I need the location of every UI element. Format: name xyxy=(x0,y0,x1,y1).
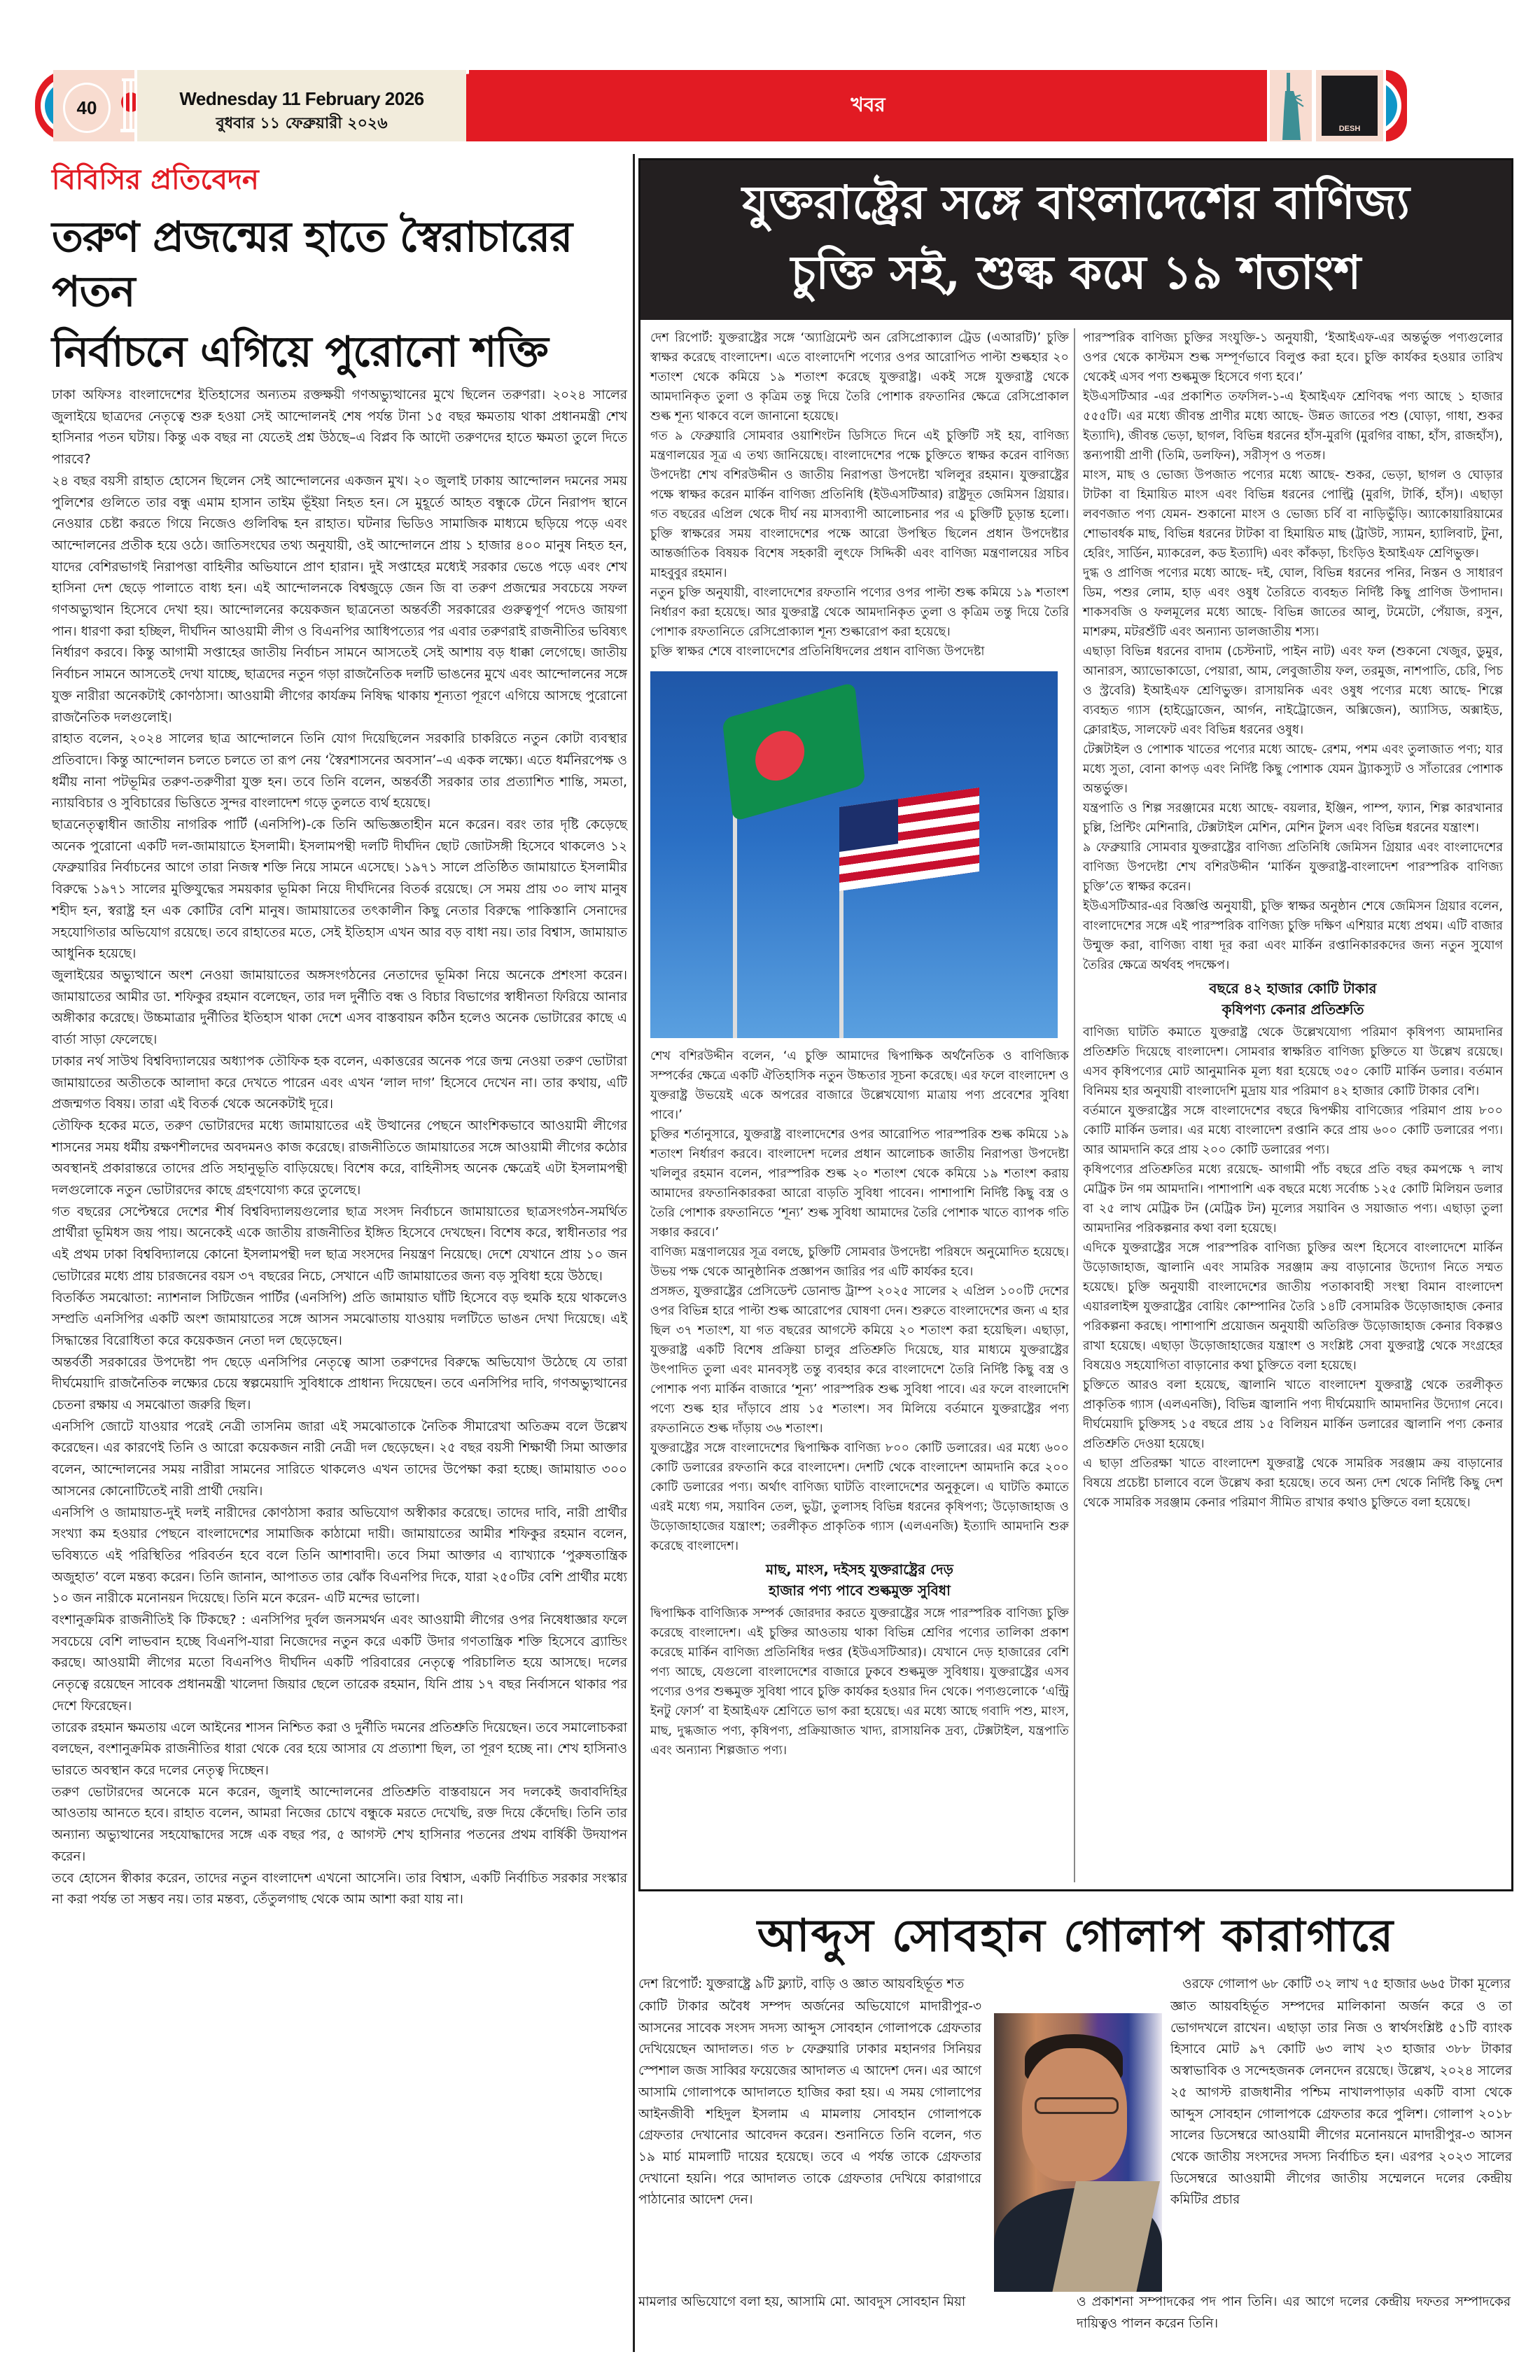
trade-column-b-top xyxy=(1083,328,1503,975)
paragraph: এনসিপি ও জামায়াত-দুই দলই নারীদের কোণঠাসা করার অভিযোগ অস্বীকার করেছে। তাদের দাবি, নারী প্রার্থীর সংখ্যা কম হওয়ার পেছনে বাংলাদেশের সামাজিক কাঠামো দায়ী। জামায়াতের আমীর শফিকুর রহমান বলেন, ভবিষ্যতে এই পরিস্থিতির পরিবর্তন হবে বলে তিনি আশাবাদী। তবে সিমা আক্তার এ ব্যাখ্যাকে ‘পুরুষতান্ত্রিক অজুহাত’ বলে মন্তব্য করেন। তিনি জানান, আপাতত তার ঝোঁক বিএনপির দিকে, যারা ২৫০টির বেশি প্রার্থীর মধ্যে ১০ জন নারীকে মনোনয়ন দিয়েছে। তিনি মনে করেন- এটি মন্দের ভালো। xyxy=(52,1505,627,1606)
tail-left: মামলার অভিযোগে বলা হয়, আসামি মো. আবদুস সোবহান মিয়া xyxy=(638,2295,966,2309)
trade-column-a-bottom xyxy=(650,1046,1069,1556)
date-box xyxy=(137,70,466,141)
paragraph: চুক্তি স্বাক্ষর শেষে বাংলাদেশের প্রতিনিধিদলের প্রধান বাণিজ্য উপদেষ্টা xyxy=(650,645,985,659)
paragraph: জ্ঞাত আয়বহির্ভূত সম্পদের মালিকানা অর্জন করে ও তা ভোগদখলে রাখেন। এছাড়া তার নিজ ও স্বার্থসংশ্লিষ্ট ৫১টি ব্যাংক হিসাবে মোট ৯৭ কোটি ৬৩ লাখ ২৩ হাজার ৩৮৮ টাকার অস্বাভাবিক ও সন্দেহজনক লেনদেন রয়েছে। উল্লেখ, ২০২৪ সালের ২৫ আগস্ট রাজধানীর পশ্চিম নাখালপাড়ার একটি বাসা থেকে আব্দুস সোবহান গোলাপকে গ্রেফতার করে পুলিশ। গোলাপ ২০১৮ সালের ডিসেম্বরে আওয়ামী লীগের মনোনয়নে মাদারীপুর-৩ আসন থেকে জাতীয় সংসদের সদস্য নির্বাচিত হন। এরপর ২০২৩ সালের ডিসেম্বরে আওয়ামী লীগের জাতীয় সম্মেলনে দলের কেন্দ্রীয় কমিটির প্রচার xyxy=(1170,1999,1512,2208)
date-bengali: বুধবার ১১ ফেব্রুয়ারী ২০২৬ xyxy=(216,115,388,132)
paragraph: দুগ্ধ ও প্রাণিজ পণ্যের মধ্যে আছে- দই, ঘোল, বিভিন্ন ধরনের পনির, নিস্তন ও সাধারণ ডিম, পশুর লোম, হাড় এবং ওষুধ তৈরিতে ব্যবহৃত নির্দিষ্ট কিছু প্রাণিজ উপাদান। শাকসবজি ও ফলমূলের মধ্যে আছে- বিভিন্ন জাতের আলু, টমেটো, পেঁয়াজ, রসুন, মাশরুম, মটরশুঁটি এবং অন্যান্য ডালজাতীয় শস্য। xyxy=(1083,566,1503,639)
paragraph: জুলাইয়ের অভ্যুত্থানে অংশ নেওয়া জামায়াতের অঙ্গসংগঠনের নেতাদের ভূমিকা নিয়ে অনেকে প্রশংসা করেন। জামায়াতের আমীর ডা. শফিকুর রহমান বলেছেন, তার দল দুর্নীতি বন্ধ ও বিচার বিভাগের স্বাধীনতা ফিরিয়ে আনার অঙ্গীকার করেছে। উচ্চমাত্রার দুর্নীতির ইতিহাস থাকা দেশে এসব বাস্তবায়ন কঠিন হলেও অনেক ভোটারের কাছে এ বার্তা সাড়া ফেলেছে। xyxy=(52,967,627,1048)
paragraph: দেশ রিপোর্ট: যুক্তরাষ্ট্রের সঙ্গে ‘অ্যাগ্রিমেন্ট অন রেসিপ্রোক্যাল ট্রেড (এআরটি)’ চুক্তি স্বাক্ষর করেছে বাংলাদেশ। এতে বাংলাদেশি পণ্যের ওপর আরোপিত পাল্টা শুল্কহার ২০ শতাংশ থেকে কমিয়ে ১৯ শতাংশ করেছে যুক্তরাষ্ট্র। একই সঙ্গে যুক্তরাষ্ট্র থেকে আমদানিকৃত তুলা ও কৃত্রিম তন্তু দিয়ে তৈরি পোশাক রফতানির ক্ষেত্রে রেসিপ্রোকাল শুল্ক শূন্য থাকবে বলে জানানো হয়েছে। xyxy=(650,331,1069,424)
desh-logo xyxy=(1316,70,1383,141)
trade-headline-line-2: চুক্তি সই, শুল্ক কমে ১৯ শতাংশ xyxy=(790,245,1362,300)
paragraph: গত বছরের সেপ্টেম্বরে দেশের শীর্ষ বিশ্ববিদ্যালয়গুলোর ছাত্র সংসদ নির্বাচনে জামায়াতের ছাত্রসংগঠন-সমর্থিত প্রার্থীরা ভূমিধস জয় পায়। অনেকেই একে জাতীয় রাজনীতির ইঙ্গিত হিসেবে দেখছেন। বিশেষ করে, স্বাধীনতার পর এই প্রথম ঢাকা বিশ্ববিদ্যালয়ে কোনো ইসলামপন্থী দল ছাত্র সংসদের নিয়ন্ত্রণ নিয়েছে। দেশে যেখানে প্রায় ১০ জন ভোটারের মধ্যে প্রায় চারজনের বয়স ৩৭ বছরের নিচে, সেখানে এটি জামায়াতের জন্য বড় সুবিধা হয়ে উঠছে। xyxy=(52,1204,627,1284)
article-body xyxy=(52,385,627,1911)
left-article xyxy=(52,158,627,1911)
paragraph: তবে হোসেন স্বীকার করেন, তাদের নতুন বাংলাদেশ এখনো আসেনি। তার বিশ্বাস, একটি নির্বাচিত সরকার সংস্কার না করা পর্যন্ত তা সম্ভব নয়। তার মন্তব্য, তেঁতুলগাছ থেকে আম আশা করা যায় না। xyxy=(52,1870,627,1907)
paragraph: চুক্তিতে আরও বলা হয়েছে, জ্বালানি খাতে বাংলাদেশ যুক্তরাষ্ট্র থেকে তরলীকৃত প্রাকৃতিক গ্যাস (এলএনজি), বিভিন্ন জ্বালানি পণ্য দীর্ঘমেয়াদি আমদানির উদ্যোগ নেবে। দীর্ঘমেয়াদি চুক্তিসহ ১৫ বছরে প্রায় ১৫ বিলিয়ন মার্কিন ডলারের জ্বালানি পণ্য কেনার প্রতিশ্রুতি দেওয়া হয়েছে। xyxy=(1083,1378,1503,1451)
trade-subhead-1 xyxy=(650,1559,1069,1601)
section-label: খবর xyxy=(469,70,1267,141)
subhead-line: বছরে ৪২ হাজার কোটি টাকার xyxy=(1209,980,1377,997)
page-number-box xyxy=(53,70,134,141)
paragraph: প্রসঙ্গত, যুক্তরাষ্ট্রের প্রেসিডেন্ট ডোনাল্ড ট্রাম্প ২০২৫ সালের ২ এপ্রিল ১০০টি দেশের ওপর বিভিন্ন হারে পাল্টা শুল্ক আরোপের ঘোষণা দেন। শুরুতে বাংলাদেশের জন্য এ হার ছিল ৩৭ শতাংশ, যা গত বছরের আগস্টে কমিয়ে ২০ শতাংশ করা হয়েছিল। এছাড়া, যুক্তরাষ্ট্র একটি বিশেষ প্রক্রিয়া চালুর প্রতিশ্রুতি দিয়েছে, যার মাধ্যমে যুক্তরাষ্ট্রের উৎপাদিত তুলা এবং মানবসৃষ্ট তন্তু ব্যবহার করে বাংলাদেশে তৈরি নির্দিষ্ট কিছু বস্ত্র ও পোশাক পণ্য মার্কিন বাজারে ‘শূন্য’ পারস্পরিক শুল্ক সুবিধা পাবে। এর ফলে বাংলাদেশি পণ্যে শুল্ক হার দাঁড়াবে প্রায় ১৫ শতাংশ। সব মিলিয়ে বর্তমানে যুক্তরাষ্ট্রের পণ্য রফতানিতে শুল্ক দাঁড়ায় ৩৬ শতাংশ। xyxy=(650,1284,1069,1436)
date-english: Wednesday 11 February 2026 xyxy=(179,88,424,109)
paragraph: ঢাকার নর্থ সাউথ বিশ্ববিদ্যালয়ের অধ্যাপক তৌফিক হক বলেন, একাত্তরের অনেক পরে জন্ম নেওয়া তরুণ ভোটারা জামায়াতের অতীতকে আলাদা করে দেখতে পারেন এবং এখন ‘লাল দাগ’ হিসেবে দেখেন না। তার কথায়, এটি প্রজন্মগত বিষয়। তারা এই বিতর্ক থেকে অনেকটাই দূরে। xyxy=(52,1054,627,1112)
paragraph: ঢাকা অফিসঃ বাংলাদেশের ইতিহাসের অন্যতম রক্তক্ষয়ী গণঅভ্যুত্থানের মুখে ছিলেন তরুণরা। ২০২৪ সালের জুলাইয়ে ছাত্রদের নেতৃত্বে শুরু হওয়া সেই আন্দোলনই শেষ পর্যন্ত টানা ১৫ বছর ক্ষমতায় থাকা প্রধানমন্ত্রী শেখ হাসিনার পতন ঘটায়। কিন্তু এক বছর না যেতেই প্রশ্ন উঠছে–এ বিপ্লব কি আদৌ তরুণদের হাতে ক্ষমতা তুলে দিতে পারবে? xyxy=(52,388,627,468)
lead-right: ওরফে গোলাপ ৬৮ কোটি ৩২ লাখ ৭৫ হাজার ৬৬৫ টাকা মূল্যের xyxy=(1182,1977,1511,1991)
golap-lead-line xyxy=(638,1974,1511,1995)
paragraph: তারেক রহমান ক্ষমতায় এলে আইনের শাসন নিশ্চিত করা ও দুর্নীতি দমনের প্রতিশ্রুতি দিয়েছেন। তবে সমালোচকরা বলছেন, বংশানুক্রমিক রাজনীতির ধারা থেকে বের হয়ে আসার যে প্রত্যাশা ছিল, তা পূরণ হচ্ছে না। শেখ হাসিনাও ভারতে অবস্থান করে দলের নেতৃত্ব দিচ্ছেন। xyxy=(52,1720,627,1778)
trade-column-b xyxy=(1083,328,1503,1513)
paragraph: ইউএসটিআর -এর প্রকাশিত তফসিল-১-এ ইআইএফ শ্রেণিবদ্ধ পণ্য আছে ১ হাজার ৫৫৫টি। এর মধ্যে জীবন্ত প্রাণীর মধ্যে আছে- উন্নত জাতের পশু (ঘোড়া, গাধা, শুকর ইত্যাদি), জীবন্ত ভেড়া, ছাগল, বিভিন্ন ধরনের হাঁস-মুরগি (মুরগির বাচ্চা, হাঁস, রাজহাঁস), স্তন্যপায়ী প্রাণী (তিমি, ডলফিন), সরীসৃপ ও পতঙ্গ। xyxy=(1083,390,1503,463)
flags-photo xyxy=(650,671,1058,1038)
trade-headline xyxy=(640,160,1511,320)
article-headline-line-2: নির্বাচনে এগিয়ে পুরোনো শক্তি xyxy=(52,328,548,377)
paragraph: এ ছাড়া প্রতিরক্ষা খাতে বাংলাদেশ যুক্তরাষ্ট্র থেকে সামরিক সরঞ্জাম ক্রয় বাড়ানোর বিষয়ে প্রচেষ্টা চালাবে বলে উল্লেখ করা হয়েছে। তবে অন্য দেশ থেকে নির্দিষ্ট কিছু দেশ থেকে সামরিক সরঞ্জাম কেনার পরিমাণ সীমিত রাখার কথাও চুক্তিতে বলা হয়েছে। xyxy=(1083,1457,1503,1510)
trade-headline-line-1: যুক্তরাষ্ট্রের সঙ্গে বাংলাদেশের বাণিজ্য xyxy=(742,175,1410,230)
paragraph: মাংস, মাছ ও ভোজ্য উপজাত পণ্যের মধ্যে আছে- শুকর, ভেড়া, ছাগল ও ঘোড়ার টাটকা বা হিমায়িত মাংস এবং বিভিন্ন ধরনের পোল্ট্রি (মুরগি, টার্কি, হাঁস)। এছাড়া লবণজাত পণ্য যেমন- শুকানো মাংস ও ভোজ্য চর্বি বা নাড়িভুঁড়ি। অ্যাকোয়ারিয়ামের শোভাবর্ধক মাছ, বিভিন্ন ধরনের টাটকা বা হিমায়িত মাছ (ট্রাউট, স্যামন, হ্যালিবাট, টুনা, হেরিং, সার্ডিন, ম্যাকরেল, কড ইত্যাদি) এবং কাঁকড়া, চিংড়িও ইআইএফ শ্রেণিভুক্ত। xyxy=(1083,468,1503,561)
paragraph: এছাড়া বিভিন্ন ধরনের বাদাম (চেস্টনাট, পাইন নাট) এবং ফল (শুকনো খেজুর, ডুমুর, আনারস, অ্যাভোকাডো, পেয়ারা, আম, লেবুজাতীয় ফল, তরমুজ, নাশপাতি, চেরি, পিচ ও স্ট্রবেরি) ইআইএফ শ্রেণিভুক্ত। রাসায়নিক এবং ওষুধ পণ্যের মধ্যে আছে- শিল্পে ব্যবহৃত গ্যাস (হাইড্রোজেন, আর্গন, নাইট্রোজেন, অক্সিজেন), অ্যাসিড, অক্সাইড, ক্লোরাইড, সালফেট এবং বিভিন্ন ধরনের ওষুধ। xyxy=(1083,645,1503,737)
article-kicker: বিবিসির প্রতিবেদন xyxy=(52,163,259,196)
flag-pole xyxy=(839,870,844,1038)
trade-column-b-end xyxy=(1083,1023,1503,1513)
flag-pole xyxy=(733,786,737,1038)
paragraph: গত ৯ ফেব্রুয়ারি সোমবার ওয়াশিংটন ডিসিতে দিনে এই চুক্তিটি সই হয়, বাণিজ্য মন্ত্রণালয়ের সূত্র এ তথ্য জানিয়েছে। বাংলাদেশের পক্ষে চুক্তিতে স্বাক্ষর করেন বাণিজ্য উপদেষ্টা শেখ বশিরউদ্দীন ও জাতীয় নিরাপত্তা উপদেষ্টা খলিলুর রহমান। যুক্তরাষ্ট্রের পক্ষে স্বাক্ষর করেন মার্কিন বাণিজ্য প্রতিনিধি (ইউএসটিআর) রাষ্ট্রদূত জেমিসন গ্রিয়ার। গত বছরের এপ্রিল থেকে দীর্ঘ নয় মাসব্যাপী আলোচনার পর এ চুক্তিটি চূড়ান্ত হলো। চুক্তি স্বাক্ষরের সময় বাংলাদেশের পক্ষে আরো উপস্থিত ছিলেন প্রধান উপদেষ্টার আন্তর্জাতিক বিষয়ক বিশেষ সহকারী লুৎফে সিদ্দিকী এবং বাণিজ্য মন্ত্রণালয়ের সচিব মাহবুবুর রহমান। xyxy=(650,429,1069,580)
paragraph: বংশানুক্রমিক রাজনীতিই কি টিকছে? : এনসিপির দুর্বল জনসমর্থন এবং আওয়ামী লীগের ওপর নিষেধাজ্ঞার ফলে সবচেয়ে বেশি লাভবান হচ্ছে বিএনপি-যারা নিজেদের নতুন করে একটি উদার গণতান্ত্রিক শক্তি হিসেবে ব্র্যান্ডিং করছে। আওয়ামী লীগের মতো বিএনপিও দীর্ঘদিন একটি পরিবারের নেতৃত্বে পরিচালিত হয়ে আসছে। দলের নেতৃত্বে রয়েছেন সাবেক প্রধানমন্ত্রী খালেদা জিয়ার ছেলে তারেক রহমান, যিনি প্রায় ১৭ বছর নির্বাসনে থাকার পর দেশে ফিরেছেন। xyxy=(52,1613,627,1714)
paragraph: রাহাত বলেন, ২০২৪ সালের ছাত্র আন্দোলনে তিনি যোগ দিয়েছিলেন সরকারি চাকরিতে নতুন কোটা ব্যবস্থার প্রতিবাদে। কিন্তু আন্দোলন চলতে চলতে তা রূপ নেয় ‘স্বৈরশাসনের অবসান’–এ একক লক্ষ্যে। এতে ধর্মনিরপেক্ষ ও ধর্মীয় নানা পটভূমির তরুণ-তরুণীরা যুক্ত হন। তবে তিনি বলেন, অন্তর্বর্তী সরকার তার প্রত্যাশিত শান্তি, সমতা, ন্যায়বিচার ও সুবিচারের ভিত্তিতে সুন্দর বাংলাদেশ গড়ে তুলতে ব্যর্থ হয়েছে। xyxy=(52,732,627,811)
paragraph: যন্ত্রপাতি ও শিল্প সরঞ্জামের মধ্যে আছে- বয়লার, ইঞ্জিন, পাম্প, ফ্যান, শিল্প কারখানার চুল্লি, প্রিন্টিং মেশিনারি, টেক্সটাইল মেশিন, মেশিন টুলস এবং বিভিন্ন ধরনের যন্ত্রাংশ। xyxy=(1083,802,1503,835)
paragraph: এদিকে যুক্তরাষ্ট্রের সঙ্গে পারস্পরিক বাণিজ্য চুক্তির অংশ হিসেবে বাংলাদেশে মার্কিন উড়োজাহাজ, জ্বালানি এবং সামরিক সরঞ্জাম ক্রয় বাড়ানোর উদ্যোগ নিতে সম্মত হয়েছে। চুক্তি অনুযায়ী বাংলাদেশের জাতীয় পতাকাবাহী সংস্থা বিমান বাংলাদেশ এয়ারলাইন্স যুক্তরাষ্ট্রের বোয়িং কোম্পানির তৈরি ১৪টি বেসামরিক উড়োজাহাজ কেনার পরিকল্পনা করছে। পাশাপাশি প্রয়োজন অনুযায়ী অতিরিক্ত উড়োজাহাজ কেনার বিকল্পও রাখা হয়েছে। এছাড়া উড়োজাহাজের যন্ত্রাংশ ও সংশ্লিষ্ট সেবা যুক্তরাষ্ট্র থেকে সংগ্রহের বিষয়েও সহযোগিতা বাড়ানোর কথা চুক্তিতে বলা হয়েছে। xyxy=(1083,1241,1503,1373)
paragraph: তরুণ ভোটারদের অনেকে মনে করেন, জুলাই আন্দোলনের প্রতিশ্রুতি বাস্তবায়নে সব দলকেই জবাবদিহির আওতায় আনতে হবে। রাহাত বলেন, আমরা নিজের চোখে বন্ধুকে মরতে দেখেছি, রক্ত দিয়ে কেঁদেছি। তিনি তার অন্যান্য অভ্যুত্থানের সহযোদ্ধাদের সঙ্গে এক বছর পর, ৫ আগস্ট শেখ হাসিনার পতনের প্রথম বার্ষিকী উদযাপন করেন। xyxy=(52,1784,627,1864)
lead-left: দেশ রিপোর্ট: যুক্তরাষ্ট্রে ৯টি ফ্ল্যাট, বাড়ি ও জ্ঞাত আয়বহির্ভূত শত xyxy=(638,1977,965,1991)
trade-column-a-end xyxy=(650,1604,1069,1760)
paragraph: কৃষিপণ্যের প্রতিশ্রুতির মধ্যে রয়েছে- আগামী পাঁচ বছরে প্রতি বছর কমপক্ষে ৭ লাখ মেট্রিক টন গম আমদানি। পাশাপাশি এক বছরে মধ্যে সর্বোচ্চ ১২৫ কোটি মিলিয়ন ডলার বা ২৫ লাখ মেট্রিক টন (মেট্রিক টন) মূল্যের সয়াবিন ও সয়াজাত পণ্য। এছাড়া তুলা আমদানির পরিকল্পনার কথা বলা হয়েছে। xyxy=(1083,1163,1503,1236)
page-header xyxy=(35,70,1533,141)
paragraph: ৯ ফেব্রুয়ারি সোমবার যুক্তরাষ্ট্রের বাণিজ্য প্রতিনিধি জেমিসন গ্রিয়ার এবং বাংলাদেশের বাণিজ্য উপদেষ্টা শেখ বশিরউদ্দীন ‘মার্কিন যুক্তরাষ্ট্র-বাংলাদেশ পারস্পরিক বাণিজ্য চুক্তি’তে স্বাক্ষর করেন। xyxy=(1083,841,1503,894)
golap-article xyxy=(638,1898,1513,2331)
paragraph: শেখ বশিরউদ্দীন বলেন, ‘এ চুক্তি আমাদের দ্বিপাক্ষিক অর্থনৈতিক ও বাণিজ্যিক সম্পর্কের ক্ষেত্রে একটি ঐতিহাসিক নতুন উচ্চতার সূচনা করেছে। এর ফলে বাংলাদেশ ও যুক্তরাষ্ট্র উভয়েই একে অপরের বাজারে উল্লেখযোগ্য মাত্রায় পণ্য প্রবেশের সুবিধা পাবে।’ xyxy=(650,1049,1069,1122)
page-number: 40 xyxy=(63,83,111,133)
tail-right: ও প্রকাশনা সম্পাদকের পদ পান তিনি। এর আগে দলের কেন্দ্রীয় দফতর সম্পাদকের দায়িত্বও পালন করেন তিনি। xyxy=(1077,2295,1511,2331)
paragraph: বাণিজ্য মন্ত্রণালয়ের সূত্র বলছে, চুক্তিটি সোমবার উপদেষ্টা পরিষদে অনুমোদিত হয়েছে। উভয় পক্ষ থেকে আনুষ্ঠানিক প্রজ্ঞাপন জারির পর এটি কার্যকর হবে। xyxy=(650,1245,1069,1279)
paragraph: ২৪ বছর বয়সী রাহাত হোসেন ছিলেন সেই আন্দোলনের একজন মুখ। ২০ জুলাই ঢাকায় আন্দোলন দমনের সময় পুলিশের গুলিতে তার বন্ধু এমাম হাসান তাইম ভূঁইয়া নিহত হন। সে মুহূর্তে আহত বন্ধুকে টেনে নিরাপদ স্থানে নেওয়ার চেষ্টা করতে গিয়ে নিজেও গুলিবিদ্ধ হন রাহাত। ঘটনার ভিডিও সামাজিক মাধ্যমে ছড়িয়ে পড়ে এবং আন্দোলনের প্রতীক হয়ে ওঠে। জাতিসংঘের তথ্য অনুযায়ী, ওই আন্দোলনে প্রায় ১ হাজার ৪০০ মানুষ নিহত হন, যাদের বেশিরভাগই নিরাপত্তা বাহিনীর অভিযানে প্রাণ হারান। দুই সপ্তাহের মধ্যেই সরকার ভেঙে পড়ে এবং শেখ হাসিনা দেশ ছেড়ে পালাতে বাধ্য হন। এই আন্দোলনকে বিশ্বজুড়ে জেন জি বা তরুণ প্রজন্মের সবচেয়ে সফল গণঅভ্যুত্থান হিসেবে দেখা হয়। আন্দোলনের কয়েকজন ছাত্রনেতা অন্তর্বর্তী সরকারের গুরুত্বপূর্ণ পদেও জায়গা পান। ধারণা করা হচ্ছিল, দীর্ঘদিন আওয়ামী লীগ ও বিএনপির আধিপত্যের পর এবার তরুণরাই রাজনীতির ভবিষ্যৎ নির্ধারণ করবে। কিন্তু আগামী সপ্তাহের জাতীয় নির্বাচন সামনে আসতেই সেই আশায় বড় ধাক্কা লেগেছে। জাতীয় নির্বাচন সামনে আসতেই দেখা যাচ্ছে, ছাত্রদের নতুন গড়া রাজনৈতিক দলটি ভাঙনের মুখে এবং আন্দোলনের সঙ্গে যুক্ত নারীরা অনেকটাই কোণঠাসা। আওয়ামী লীগের কার্যক্রম নিষিদ্ধ থাকায় শূন্যতা পূরণে এগিয়ে আসছে পুরোনো রাজনৈতিক দলগুলোই। xyxy=(52,473,627,725)
logo-text: DESH xyxy=(1322,76,1378,136)
paragraph: বাণিজ্য ঘাটতি কমাতে যুক্তরাষ্ট্র থেকে উল্লেখযোগ্য পরিমাণ কৃষিপণ্য আমদানির প্রতিশ্রুতি দিয়েছে বাংলাদেশ। সোমবার স্বাক্ষরিত বাণিজ্য চুক্তিতে যা উল্লেখ রয়েছে। এসব কৃষিপণ্যের মোট আনুমানিক মূল্য ধরা হয়েছে ৩৫০ কোটি মার্কিন ডলার। বর্তমান বিনিময় হার অনুযায়ী বাংলাদেশি মুদ্রায় যার পরিমাণ ৪২ হাজার কোটি টাকার বেশি। xyxy=(1083,1026,1503,1098)
golap-tail xyxy=(638,2292,1511,2334)
statue-of-liberty-icon xyxy=(1270,70,1312,141)
paragraph: চুক্তির শর্তানুসারে, যুক্তরাষ্ট্র বাংলাদেশের ওপর আরোপিত পারস্পরিক শুল্ক কমিয়ে ১৯ শতাংশ নির্ধারণ করবে। বাংলাদেশ দলের প্রধান আলোচক জাতীয় নিরাপত্তা উপদেষ্টা খলিলুর রহমান বলেন, পারস্পরিক শুল্ক ২০ শতাংশ থেকে কমিয়ে ১৯ শতাংশ করায় আমাদের রফতানিকারকরা আরো বাড়তি সুবিধা পাবেন। পাশাপাশি নির্দিষ্ট কিছু বস্ত্র ও তৈরি পোশাক রফতানিতে ‘শূন্য’ শুল্ক সুবিধা আমাদের তৈরি পোশাক খাতে ব্যাপক গতি সঞ্চার করবে।’ xyxy=(650,1128,1069,1240)
paragraph: দ্বিপাক্ষিক বাণিজ্যিক সম্পর্ক জোরদার করতে যুক্তরাষ্ট্রের সঙ্গে পারস্পরিক বাণিজ্য চুক্তি করেছে বাংলাদেশ। এই চুক্তির আওতায় থাকা বিভিন্ন শ্রেণির পণ্যের তালিকা প্রকাশ করেছে মার্কিন বাণিজ্য প্রতিনিধির দপ্তর (ইউএসটিআর)। যেখানে দেড় হাজারের বেশি পণ্য আছে, যেগুলো বাংলাদেশের বাজারে ঢুকবে শুল্কমুক্ত সুবিধায়। যুক্তরাষ্ট্রের এসব পণ্যের ওপর শুল্কমুক্ত সুবিধা পাবে চুক্তি কার্যকর হওয়ার দিন থেকে। পণ্যগুলোকে ‘এন্ট্রি ইনটু ফোর্স’ বা ইআইএফ শ্রেণিতে ভাগ করা হয়েছে। এর মধ্যে আছে গবাদি পশু, মাংস, মাছ, দুগ্ধজাত পণ্য, কৃষিপণ্য, প্রক্রিয়াজাত খাদ্য, রাসায়নিক দ্রব্য, টেক্সটাইল, যন্ত্রপাতি এবং অন্যান্য শিল্পজাত পণ্য। xyxy=(650,1606,1069,1758)
golap-column-1 xyxy=(638,1996,981,2211)
paragraph: তৌফিক হকের মতে, তরুণ ভোটারদের মধ্যে জামায়াতের এই উত্থানের পেছনে আংশিকভাবে আওয়ামী লীগের শাসনের সময় ধর্মীয় রক্ষণশীলদের অবদমনও কাজ করেছে। রাজনীতিতে জামায়াতের সঙ্গে আওয়ামী লীগের কঠোর অবস্থানই প্রকারান্তরে তাদের প্রতি সহানুভূতি বাড়িয়েছে। বিশেষ করে, বাহিনীসহ অনেক ক্ষেত্রেই এটা ইসলামপন্থী দলগুলোকে নতুন ভোটারদের কাছে গ্রহণযোগ্য করে তুলেছে। xyxy=(52,1118,627,1198)
us-flag-image xyxy=(839,788,979,891)
paragraph: পারস্পরিক বাণিজ্য চুক্তির সংযুক্তি-১ অনুযায়ী, ‘ইআইএফ-এর অন্তর্ভুক্ত পণ্যগুলোর ওপর থেকে কাস্টমস শুল্ক সম্পূর্ণভাবে বিলুপ্ত করা হবে। চুক্তি কার্যকর হওয়ার তারিখ থেকেই এসব পণ্য শুল্কমুক্ত হিসেবে গণ্য হবে।’ xyxy=(1083,331,1503,384)
paragraph: ছাত্রনেতৃত্বাধীন জাতীয় নাগরিক পার্টি (এনসিপি)-কে তিনি অভিজ্ঞতাহীন মনে করেন। বরং তার দৃষ্টি কেড়েছে অনেক পুরোনো একটি দল-জামায়াতে ইসলামী। ইসলামপন্থী দলটি দীর্ঘদিন ছোট জোটসঙ্গী হিসেবে থাকলেও ১২ ফেব্রুয়ারির নির্বাচনের আগে তারা নিজস্ব শক্তি নিয়ে সামনে এসেছে। ১৯৭১ সালে প্রতিষ্ঠিত জামায়াতে ইসলামীর বিরুদ্ধে ১৯৭১ সালের মুক্তিযুদ্ধের সময়কার ভূমিকা নিয়ে দীর্ঘদিনের বিতর্ক রয়েছে। সে সময় প্রায় ৩০ লাখ মানুষ শহীদ হন, স্বরাষ্ট্র হন এক কোটির বেশি মানুষ। জামায়াতের তৎকালীন কিছু নেতার বিরুদ্ধে পাকিস্তানি সেনাদের সহযোগিতার অভিযোগ রয়েছে। তবে রাহাতের মতে, সেই ইতিহাস এখন আর বড় বাধা নয়। তার বিশ্বাস, জামায়াত আধুনিক হয়েছে। xyxy=(52,818,627,962)
trade-column-a xyxy=(650,328,1069,1760)
trade-column-a-top xyxy=(650,328,1069,662)
trade-subhead-2 xyxy=(1083,978,1503,1020)
paragraph: ইউএসটিআর-এর বিজ্ঞপ্তি অনুযায়ী, চুক্তি স্বাক্ষর অনুষ্ঠান শেষে জেমিসন গ্রিয়ার বলেন, বাংলাদেশের সঙ্গে এই পারস্পরিক বাণিজ্য চুক্তি দক্ষিণ এশিয়ার মধ্যে প্রথম। এটি বাজার উন্মুক্ত করা, বাণিজ্য বাধা দূর করা এবং মার্কিন রপ্তানিকারকদের জন্য নতুন সুযোগ তৈরির ক্ষেত্রে অর্থবহ পদক্ষেপ। xyxy=(1083,899,1503,972)
subhead-line: কৃষিপণ্য কেনার প্রতিশ্রুতি xyxy=(1222,1001,1364,1018)
paragraph: টেক্সটাইল ও পোশাক খাতের পণ্যের মধ্যে আছে- রেশম, পশম এবং তুলাজাত পণ্য; যার মধ্যে সুতা, বোনা কাপড় এবং নির্দিষ্ট কিছু পোশাক যেমন ট্র্যাকস্যুট ও সাঁতারের পোশাক অন্তর্ভুক্ত। xyxy=(1083,743,1503,796)
article-headline-line-1: তরুণ প্রজন্মের হাতে স্বৈরাচারের পতন xyxy=(52,213,573,316)
golap-headline: আব্দুস সোবহান গোলাপ কারাগারে xyxy=(757,1910,1395,1962)
paragraph: বর্তমানে যুক্তরাষ্ট্রের সঙ্গে বাংলাদেশের বছরে দ্বিপক্ষীয় বাণিজ্যের পরিমাণ প্রায় ৮০০ কোটি মার্কিন ডলার। এর মধ্যে বাংলাদেশ রপ্তানি করে প্রায় ৬০০ কোটি ডলারের পণ্য। আর আমদানি করে প্রায় ২০০ কোটি ডলারের পণ্য। xyxy=(1083,1104,1503,1157)
paragraph: এনসিপি জোটে যাওয়ার পরেই নেত্রী তাসনিম জারা এই সমঝোতাকে নৈতিক সীমারেখা অতিক্রম বলে উল্লেখ করেছেন। এর কারণেই তিনি ও আরো কয়েকজন নারী নেত্রী দল ছেড়েছেন। ২৫ বছর বয়সী শিক্ষার্থী সিমা আক্তার বলেন, আন্দোলনের সময় নারীরা সামনের সারিতে থাকলেও এখন তাদের উপেক্ষা করা হচ্ছে। জামায়াত ৩০০ আসনের কোনোটিতেই নারী প্রার্থী দেয়নি। xyxy=(52,1419,627,1499)
golap-portrait-photo xyxy=(994,2013,1162,2292)
subhead-line: হাজার পণ্য পাবে শুল্কমুক্ত সুবিধা xyxy=(769,1582,951,1599)
paragraph: কোটি টাকার অবৈধ সম্পদ অর্জনের অভিযোগে মাদারীপুর-৩ আসনের সাবেক সংসদ সদস্য আব্দুস সোবহান গোলাপকে গ্রেফতার দেখিয়েছেন আদালত। গত ৮ ফেব্রুয়ারি ঢাকার মহানগর সিনিয়র স্পেশাল জজ সাব্বির ফয়েজের আদালত এ আদেশ দেন। এর আগে আসামি গোলাপকে আদালতে হাজির করা হয়। এ সময় গোলাপের আইনজীবী শহিদুল ইসলাম এ মামলায় সোবহান গোলাপকে গ্রেফতার দেখানোর আবেদন করেন। শুনানিতে তিনি বলেন, গত ১৯ মার্চ মামলাটি দায়ের হয়েছে। তবে এ পর্যন্ত তাকে গ্রেফতার দেখানো হয়নি। পরে আদালত তাকে গ্রেফতার দেখিয়ে কারাগারে পাঠানোর আদেশ দেন। xyxy=(638,1999,981,2208)
header-right-ornament xyxy=(1386,70,1407,141)
paragraph: বিতর্কিত সমঝোতা: ন্যাশনাল সিটিজেন পার্টির (এনসিপি) প্রতি জামায়াত ঘাঁটি হিসেবে বড় হুমকি হয়ে থাকলেও সম্প্রতি এনসিপির একটি অংশ জামায়াতের সঙ্গে আসন সমঝোতায় যাওয়ায় দলটিতে ভাঙন দেখা দিয়েছে। এই সিদ্ধান্তের বিরোধিতা করে কয়েকজন নেতা দল ছেড়েছেন। xyxy=(52,1290,627,1348)
paragraph: নতুন চুক্তি অনুযায়ী, বাংলাদেশের রফতানি পণ্যের ওপর পাল্টা শুল্ক কমিয়ে ১৯ শতাংশ নির্ধারণ করা হয়েছে। আর যুক্তরাষ্ট্র থেকে আমদানিকৃত তুলা ও কৃত্রিম তন্তু দিয়ে তৈরি পোশাক রফতানিতে রেসিপ্রোক্যাল শূন্য শুল্কারোপ করা হয়েছে। xyxy=(650,586,1069,639)
golap-column-3 xyxy=(1170,1996,1512,2211)
paragraph: যুক্তরাষ্ট্রের সঙ্গে বাংলাদেশের দ্বিপাক্ষিক বাণিজ্য ৮০০ কোটি ডলারের। এর মধ্যে ৬০০ কোটি ডলারের রফতানি করে বাংলাদেশ। দেশটি থেকে বাংলাদেশ আমদানি করে ২০০ কোটি ডলারের পণ্য। অর্থাৎ বাণিজ্য ঘাটতি বাংলাদেশের অনুকূলে। এ ঘাটতি কমাতে এরই মধ্যে গম, সয়াবিন তেল, ভুট্টা, তুলাসহ বিভিন্ন ধরনের কৃষিপণ্য; উড়োজাহাজ ও উড়োজাহাজের যন্ত্রাংশ; তরলীকৃত প্রাকৃতিক গ্যাস (এলএনজি) ইত্যাদি আমদানি শুরু করেছে বাংলাদেশ। xyxy=(650,1441,1069,1553)
column-divider xyxy=(633,154,635,2352)
column-divider xyxy=(1074,328,1075,1882)
bangladesh-flag-image xyxy=(722,682,866,822)
subhead-line: মাছ, মাংস, দইসহ যুক্তরাষ্ট্রের দেড় xyxy=(766,1561,953,1578)
paragraph: অন্তর্বর্তী সরকারের উপদেষ্টা পদ ছেড়ে এনসিপির নেতৃত্বে আসা তরুণদের বিরুদ্ধে অভিযোগ উঠেছে যে তারা দীর্ঘমেয়াদি রাজনৈতিক লক্ষ্যের চেয়ে স্বল্পমেয়াদি সুবিধাকে প্রাধান্য দিয়েছেন। তবে এনসিপির দাবি, গণঅভ্যুত্থানের চেতনা রক্ষায় এ সমঝোতা জরুরি ছিল। xyxy=(52,1354,627,1413)
trade-article-box xyxy=(638,158,1513,1891)
